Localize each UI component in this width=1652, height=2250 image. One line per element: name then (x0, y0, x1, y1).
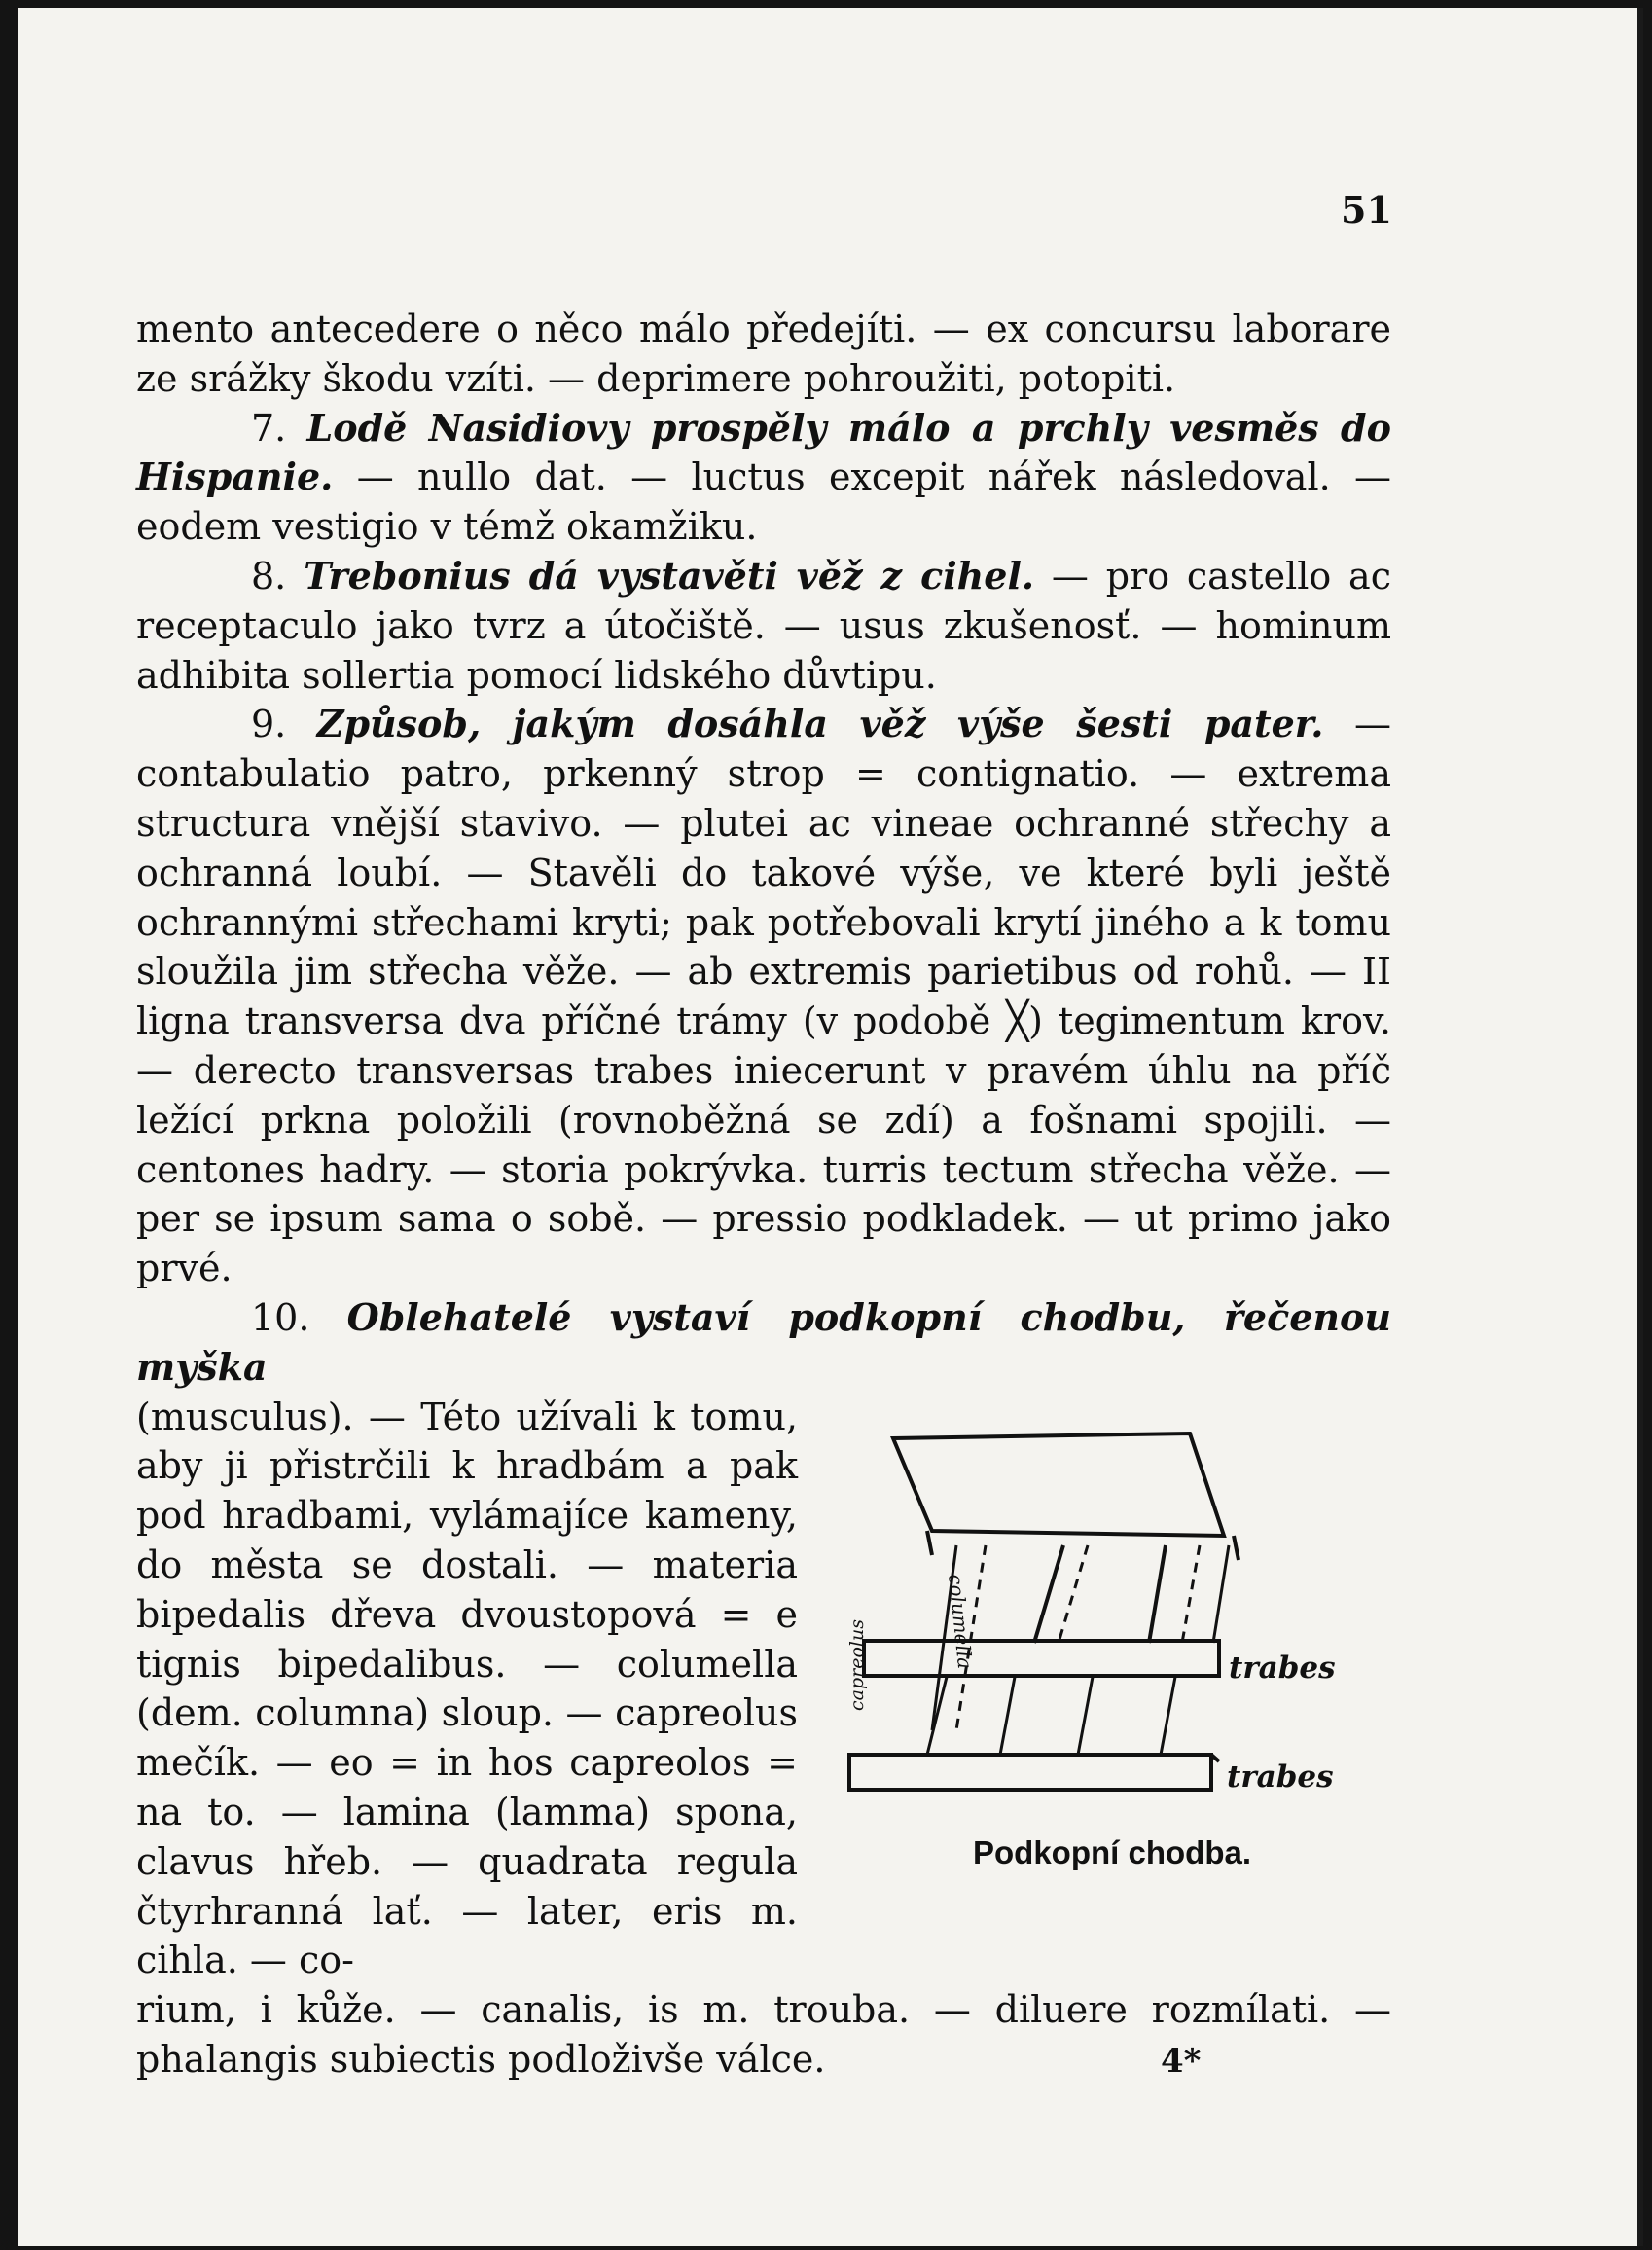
post-right-back (1182, 1545, 1200, 1643)
book-page (18, 8, 1643, 2246)
paragraph-9-heading: Způsob, jakým dosáhla věž výše šesti pater. (316, 702, 1324, 746)
paragraph-9-number: 9. (251, 703, 287, 746)
post-right (1149, 1545, 1166, 1643)
paragraph-10-narrow-text: (musculus). — Této užívali k tomu, aby ji přistrčili k hradbám a pak pod hradbami, vylámajíce kameny, do města se dostali. — materia bipedalis dřeva dvoustopová = e tignis bipedalibus. — columella (dem. columna) sloup. — capreolus mečík. — eo = in hos capreolos = na to. — lamina (lamma) spona, clavus hřeb. — quadrata regula čtyrhranná lať. — later, eris m. cihla. — co- (136, 1395, 798, 1982)
paragraph-10-number: 10. (251, 1295, 310, 1339)
lower-post-3 (1078, 1677, 1093, 1755)
paragraph-8-heading: Trebonius dá vystavěti věž z cihel. (304, 553, 1035, 598)
roof-right-edge (1234, 1536, 1239, 1560)
paragraph-7-number: 7. (251, 406, 287, 450)
paragraph-10-full-text: rium, i kůže. — canalis, is m. trouba. — diluere rozmílati. — phalangis subiectis podloživše válce. (136, 1988, 1391, 2081)
lower-post-2 (1000, 1677, 1015, 1755)
trabes-label-upper: trabes (1229, 1651, 1336, 1686)
paragraph-8-number: 8. (251, 554, 287, 598)
figure-caption: Podkopní chodba. (973, 1834, 1251, 1870)
tunnel-figure (840, 1409, 1384, 1871)
upper-beam (864, 1641, 1219, 1676)
trabes-label-lower: trabes (1227, 1760, 1334, 1795)
paragraph-9-text: — contabulatio patro, prkenný strop = contignatio. — extrema structura vnější stavivo. — plutei ac vineae ochranné střechy a ochranná loubí. — Stavěli do takové výše, ve které byli ještě ochrannými střechami kryti; pak potřebovali krytí jiného a k tomu sloužila jim střecha věže. — ab extremis parietibus od rohů. — II ligna transversa dva příčné trámy (v podobě ╳) tegimentum krov. — derecto transversas trabes iniecerunt v pravém úhlu na příč ležící prkna položili (rovnoběžná se zdí) a fošnami spojili. — centones hadry. — storia pokrývka. turris tectum střecha věže. — per se ipsum sama o sobě. — pressio podkladek. — ut primo jako prvé. (136, 703, 1391, 1290)
post-far-right (1213, 1545, 1229, 1643)
page-number: 51 (1341, 188, 1392, 232)
paragraph-7 (136, 404, 1391, 552)
lower-beam (849, 1755, 1211, 1790)
signature-mark: 4* (1161, 2042, 1202, 2081)
roof-plank (893, 1433, 1224, 1536)
paragraph-10-heading: Oblehatelé vystaví podkopní chodbu, řečenou myška (136, 1294, 1391, 1389)
paragraph-7-heading: Lodě Nasidiovy prospěly málo a prchly vesměs do Hispanie. (136, 405, 1391, 499)
paragraph-8-text: — pro castello ac receptaculo jako tvrz a útočiště. — usus zkušenosť. — hominum adhibita sollertia pomocí lidského důvtipu. (136, 554, 1391, 697)
columella-label: columella (944, 1573, 978, 1671)
paragraph-6-end: mento antecedere o něco málo předejíti. — ex concursu laborare ze srážky škodu vzíti. — deprimere pohroužiti, potopiti. (136, 308, 1391, 400)
paragraph-8 (136, 552, 1391, 700)
tunnel-diagram (840, 1409, 1384, 1818)
paragraph-10-heading-line (136, 1293, 1391, 1393)
post-middle-left (1034, 1545, 1063, 1643)
capreolus-label: capreolus (846, 1619, 868, 1711)
paragraph-7-text: — nullo dat. — luctus excepit nářek následoval. — eodem vestigio v témž okamžiku. (136, 455, 1391, 549)
paragraph-9 (136, 700, 1391, 1293)
roof-left-edge (927, 1531, 932, 1555)
lower-post-4 (1161, 1677, 1175, 1755)
post-middle-back (1059, 1545, 1088, 1643)
